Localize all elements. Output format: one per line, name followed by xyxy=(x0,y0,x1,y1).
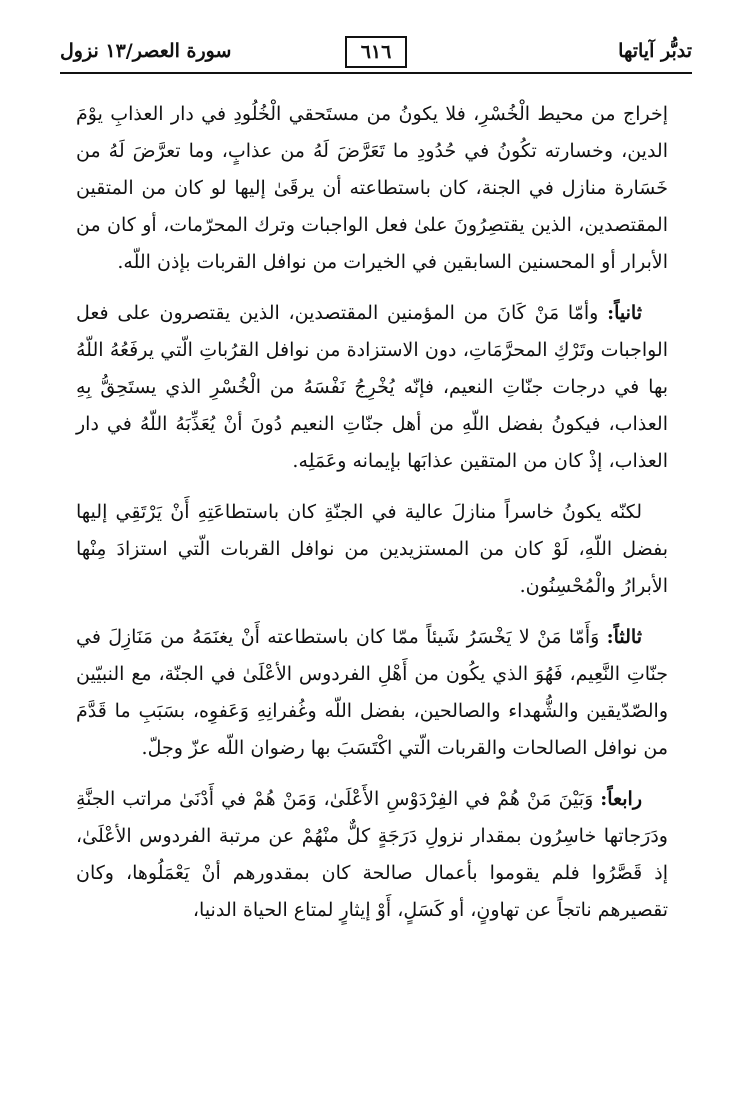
paragraph xyxy=(76,619,668,767)
page-header xyxy=(60,32,692,74)
paragraph-lead: ثانياً: xyxy=(607,302,642,324)
paragraph xyxy=(76,295,668,480)
book-title: تدبُّر آياتها xyxy=(618,40,692,62)
page-number: ٦١٦ xyxy=(345,36,407,68)
paragraph-text: وَأَمّا مَنْ لا يَخْسَرُ شَيئاً ممّا كان باستطاعته أَنْ يغنَمَهُ من مَنَازِلَ في جنّاتِ النَّعِيم، فَهُوَ الذي يكُون من أَهْلِ الفردوس الأعْلَىٰ في الجنّة، مع النبيّين والصّدّيقين والشُّهداء والصالحين، بفضل اللّه وغُفرانِهِ وَعَفوِه، بسَبَبِ ما قَدَّمَ من نوافل الصالحات والقربات الّتي اكْتَسَبَ بها رضوان اللّه عزّ وجلّ. xyxy=(76,626,668,759)
paragraph-text: إخراج من محيط الْخُسْرِ، فلا يكونُ من مستَحقي الْخُلُودِ في دار العذابِ يوْمَ الدين، وخسارته تكُونُ في حُدُودِ ما تَعَرَّضَ لَهُ من عذابٍ، وما تعرَّضَ لَهُ من خَسَارة منازل في الجنة، كان باستطاعته أن يرقَىٰ إليها لو كان من المتقين المقتصدين، الذين يقتصِرُونَ علىٰ فعل الواجبات وترك المحرّمات، أو كان من الأبرار أو المحسنين السابقين في الخيرات من نوافل القربات بإذن اللّه. xyxy=(76,103,668,273)
paragraph-lead: رابعاً: xyxy=(600,788,642,810)
paragraph xyxy=(76,494,668,605)
paragraph-lead: ثالثاً: xyxy=(606,626,642,648)
page-body xyxy=(76,96,668,943)
paragraph-text: لكنّه يكونُ خاسراً منازلَ عالية في الجنّةِ كان باستطاعَتِهِ أَنْ يَرْتَقِي إليها بفضل اللّهِ، لَوْ كان من المستزيدين من نوافل القربات الّتي استزادَ مِنْها الأبرارُ والْمُحْسِنُون. xyxy=(76,501,668,597)
surah-title: سورة العصر/١٣ نزول xyxy=(60,40,232,62)
paragraph-text: وأمّا مَنْ كَانَ من المؤمنين المقتصدين، الذين يقتصرون على فعل الواجبات وتَرْكِ المحرَّمَاتِ، دون الاستزادة من نوافل القرُباتِ الّتي يرفَعُهُ اللّهُ بها في درجات جنّاتِ النعيم، فإنّه يُخْرِجُ نَفْسَهُ من الْخُسْرِ الذي يستَحِقُّ بِهِ العذاب، فيكونُ بفضل اللّهِ من أهل جنّاتِ النعيم دُونَ أنْ يُعَذِّبَهُ اللّهُ في دار العذاب، إذْ كان من المتقين عذابَها بإيمانه وعَمَلِه. xyxy=(76,302,668,472)
paragraph xyxy=(76,96,668,281)
paragraph xyxy=(76,781,668,929)
paragraph-text: وَبَيْنَ مَنْ هُمْ في الفِرْدَوْسِ الأَعْلَىٰ، وَمَنْ هُمْ في أَدْنَىٰ مراتب الجنَّةِ ودَرَجاتها خاسِرُون بمقدار نزولِ دَرَجَةٍ كلٌّ منْهُمْ عن مرتبة الفردوس الأعْلَىٰ، إذ قَصَّرُوا فلم يقوموا بأعمال صالحة كان بمقدورهم أنْ يَعْمَلُوها، وكان تقصيرهم ناتجاً عن تهاونٍ، أو كَسَلٍ، أَوْ إيثارٍ لمتاع الحياة الدنيا، xyxy=(76,788,668,921)
